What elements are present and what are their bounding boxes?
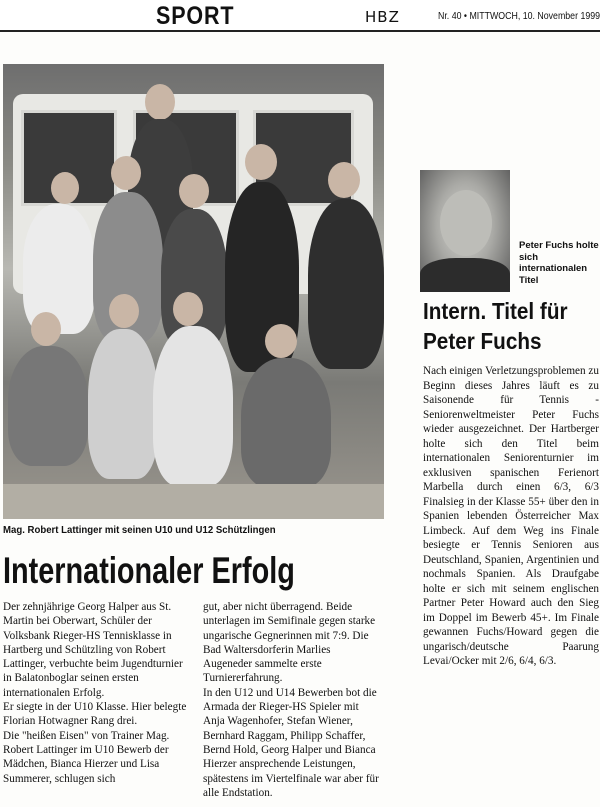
paper-stamp: HBZ [365, 8, 400, 26]
child-figure [241, 358, 331, 488]
article-paragraph: Die "heißen Eisen" von Trainer Mag. Robert Lattinger im U10 Bewerb der Mädchen, Bianca Hierzer und Lisa Summerer, schlugen sich [3, 729, 170, 785]
article-paragraph: gut, aber nicht überragend. Beide unterlagen im Semifinale gegen starke ungarische Gegnerinnen mit 7:9. Die Bad Waltersdorferin Marlies Augeneder sammelte erste Turniererfahrung. [203, 601, 376, 685]
ground [3, 484, 384, 519]
child-head [51, 172, 79, 204]
child-head [328, 162, 360, 198]
article-column-2 [203, 600, 381, 800]
article-paragraph: Er siegte in der U10 Klasse. Hier belegte Florian Hotwagner Rang drei. [3, 701, 187, 728]
coach-head [145, 84, 175, 120]
child-head [245, 144, 277, 180]
child-figure [23, 204, 95, 334]
portrait-face [440, 190, 492, 256]
child-figure [308, 199, 384, 369]
article-paragraph: Der zehnjährige Georg Halper aus St. Martin bei Oberwart, Schüler der Volksbank Rieger-HS Tennisklasse in Hartberg und Schützling von Robert Lattinger, verbuchte beim Jugendturnier in Balatonboglar seinen ersten internationalen Erfolg. [3, 601, 183, 699]
section-title: SPORT [156, 2, 235, 30]
sidebar-paragraph: Nach einigen Verletzungsproblemen zu Beginn dieses Jahres läuft es zu Saisonende für Tennis - Seniorenweltmeister Peter Fuchs wieder ausgezeichnet. Der Hartberger holte sich den Titel beim internationalen Seniorenturnier im exklusiven spanischen Ferienort Marbella durch einen 6/3, 6/3 Finalsieg in der Klasse 55+ über den in Spanien lebenden Österreicher Max Limbeck. Auf dem Weg ins Finale besiegte er Tennis Senioren aus Deutschland, Spanien, Argentinien und nochmals Spanien. Als Draufgabe holte er sich mit seinem englischen Partner Peter Howard auch den Sieg im Doppel im Bewerb 45+. Im Finale gewannen Fuchs/Howard gegen die ungarisch/deutsche Paarung Levai/Ocker mit 2/6, 6/4, 6/3. [423, 365, 599, 667]
child-head [173, 292, 203, 326]
article-headline: Internationaler Erfolg [3, 550, 295, 591]
sidebar-headline: Intern. Titel für Peter Fuchs [423, 298, 568, 354]
sidebar-article [423, 364, 599, 669]
portrait-suit [420, 258, 510, 292]
issue-info: Nr. 40 • MITTWOCH, 10. November 1999 [438, 11, 600, 22]
child-head [31, 312, 61, 346]
child-figure [88, 329, 158, 479]
child-head [179, 174, 209, 208]
article-column-1 [3, 600, 190, 786]
child-figure [8, 346, 88, 466]
header-rule [0, 30, 600, 32]
portrait-caption: Peter Fuchs holte sich internationalen Titel [519, 240, 599, 286]
team-photo [3, 64, 384, 519]
child-head [111, 156, 141, 190]
portrait-photo [420, 170, 510, 292]
child-head [265, 324, 297, 358]
child-head [109, 294, 139, 328]
photo-caption: Mag. Robert Lattinger mit seinen U10 und U12 Schützlingen [3, 525, 276, 536]
article-paragraph: In den U12 und U14 Bewerben bot die Armada der Rieger-HS Spieler mit Anja Wagenhofer, Stefan Wiener, Bernhard Raggam, Philipp Schaffer, Bernd Hold, Georg Halper und Bianca Hierzer ansprechende Leistungen, spätestens im Viertelfinale war aber für alle Endstation. [203, 686, 379, 799]
child-figure [153, 326, 233, 486]
